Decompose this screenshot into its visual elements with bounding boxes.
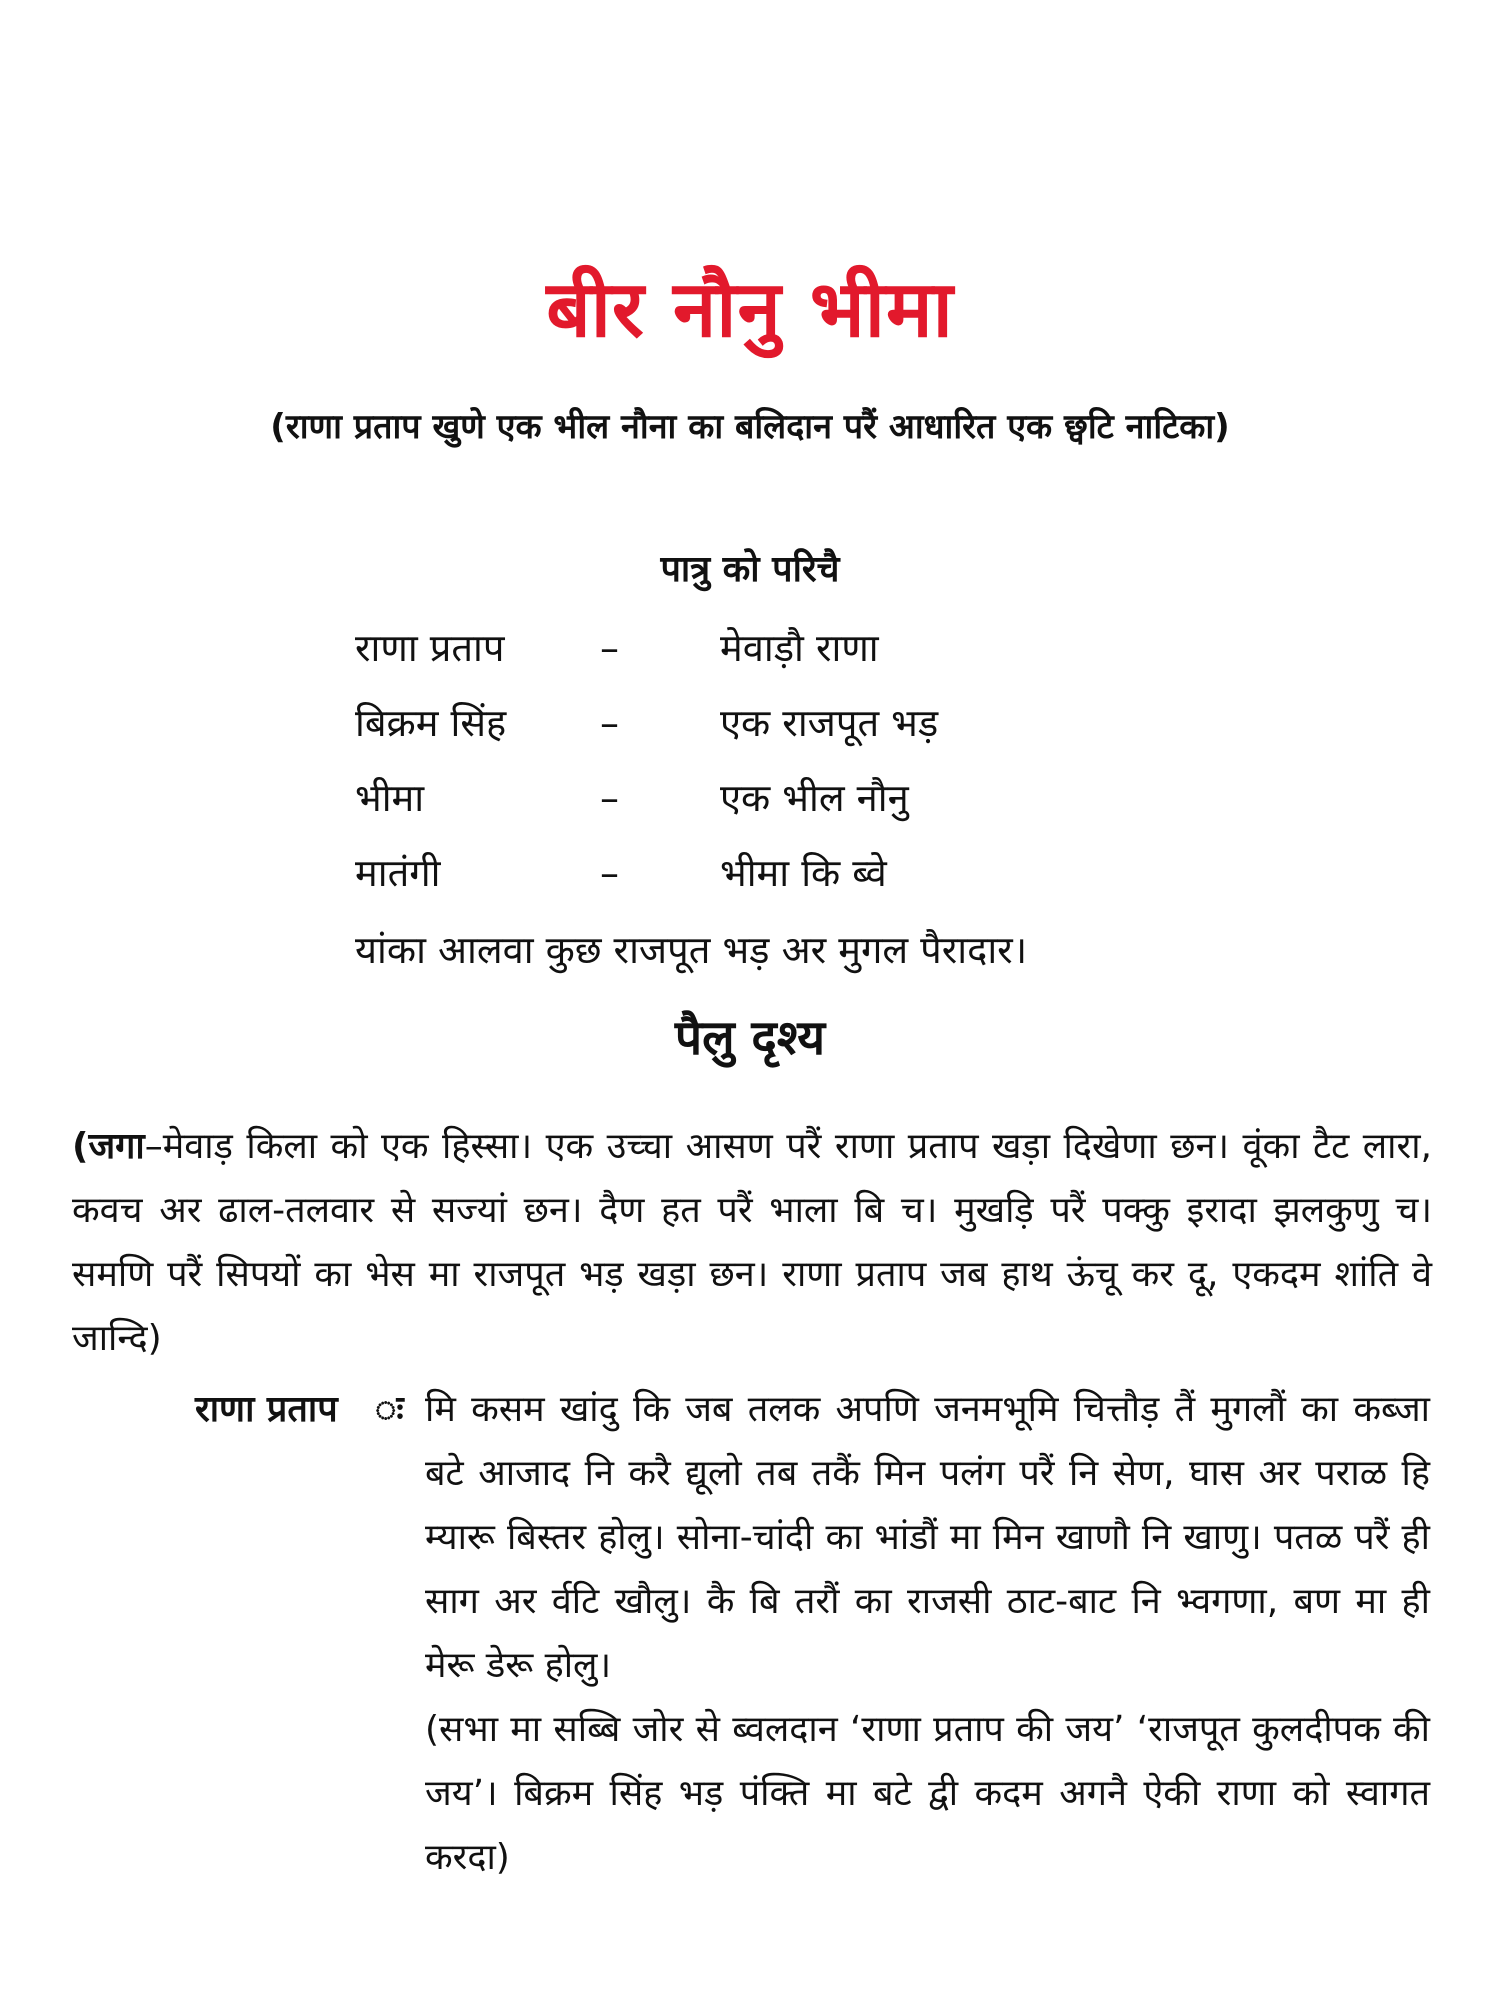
- cast-role: एक राजपूत भड़: [720, 701, 939, 745]
- cast-heading: पात्रु को परिचै: [660, 549, 840, 590]
- dialogue-text: मि कसम खांदु कि जब तलक अपणि जनमभूमि चित्तौड़ तैं मुगलौं का कब्जा बटे आजाद नि करै द्यूलो तब तकैं मिन पलंग परैं नि सेण, घास अर पराळ हि म्यारू बिस्तर होलु। सोना-चांदी का भांडौं मा मिन खाणौ नि खाणु। पतळ परैं ही साग अर र्वटि खौलु। कै बि तरौं का राजसी ठाट-बाट नि भ्वगणा, बण मा ही मेरू डेरू होलु।: [425, 1389, 1430, 1686]
- cast-role: एक भील नौनु: [720, 776, 909, 820]
- cast-dash: –: [600, 851, 619, 895]
- cast-name: भीमा: [355, 776, 425, 820]
- dialogue-stage-direction: (सभा मा सब्बि जोर से ब्वलदान ‘राणा प्रताप की जय’ ‘राजपूत कुलदीपक की जय’। बिक्रम सिंह भड़ पंक्ति मा बटे द्वी कदम अगनै ऐकी राणा को स्वागत करदा): [425, 1709, 1430, 1878]
- scene-heading: पैलु दृश्य: [674, 1010, 826, 1066]
- cast-name: मातंगी: [355, 851, 441, 895]
- stage-direction-lead: (जगा: [72, 1126, 145, 1167]
- cast-role: मेवाड़ौ राणा: [720, 626, 879, 670]
- dialogue-colon: ः: [375, 1389, 404, 1430]
- cast-dash: –: [600, 776, 619, 820]
- cast-row: [0, 693, 1500, 753]
- cast-extra-note: यांका आलवा कुछ राजपूत भड़ अर मुगल पैरादार।: [355, 928, 1028, 972]
- cast-row: [0, 768, 1500, 828]
- cast-name: राणा प्रताप: [355, 626, 505, 670]
- stage-direction: [72, 1115, 1432, 1371]
- cast-name: बिक्रम सिंह: [355, 701, 507, 745]
- play-subtitle: (राणा प्रताप खुणे एक भील नौना का बलिदान परैं आधारित एक छ्वटि नाटिका): [270, 407, 1230, 447]
- cast-dash: –: [600, 626, 619, 670]
- cast-row: [0, 843, 1500, 903]
- cast-dash: –: [600, 701, 619, 745]
- dialogue-speaker: राणा प्रताप: [195, 1389, 338, 1430]
- cast-row: [0, 618, 1500, 678]
- cast-role: भीमा कि ब्वे: [720, 851, 887, 895]
- play-title: बीर नौनु भीमा: [546, 265, 954, 355]
- stage-direction-text: –मेवाड़ किला को एक हिस्सा। एक उच्चा आसण परैं राणा प्रताप खड़ा दिखेणा छन। वूंका टैट लारा, कवच अर ढाल-तलवार से सज्यां छन। दैण हत परैं भाला बि च। मुखड़ि परैं पक्कु इरादा झलकुणु च। समणि परैं सिपयों का भेस मा राजपूत भड़ खड़ा छन। राणा प्रताप जब हाथ ऊंचू कर दू, एकदम शांति वे जान्दि): [72, 1126, 1432, 1359]
